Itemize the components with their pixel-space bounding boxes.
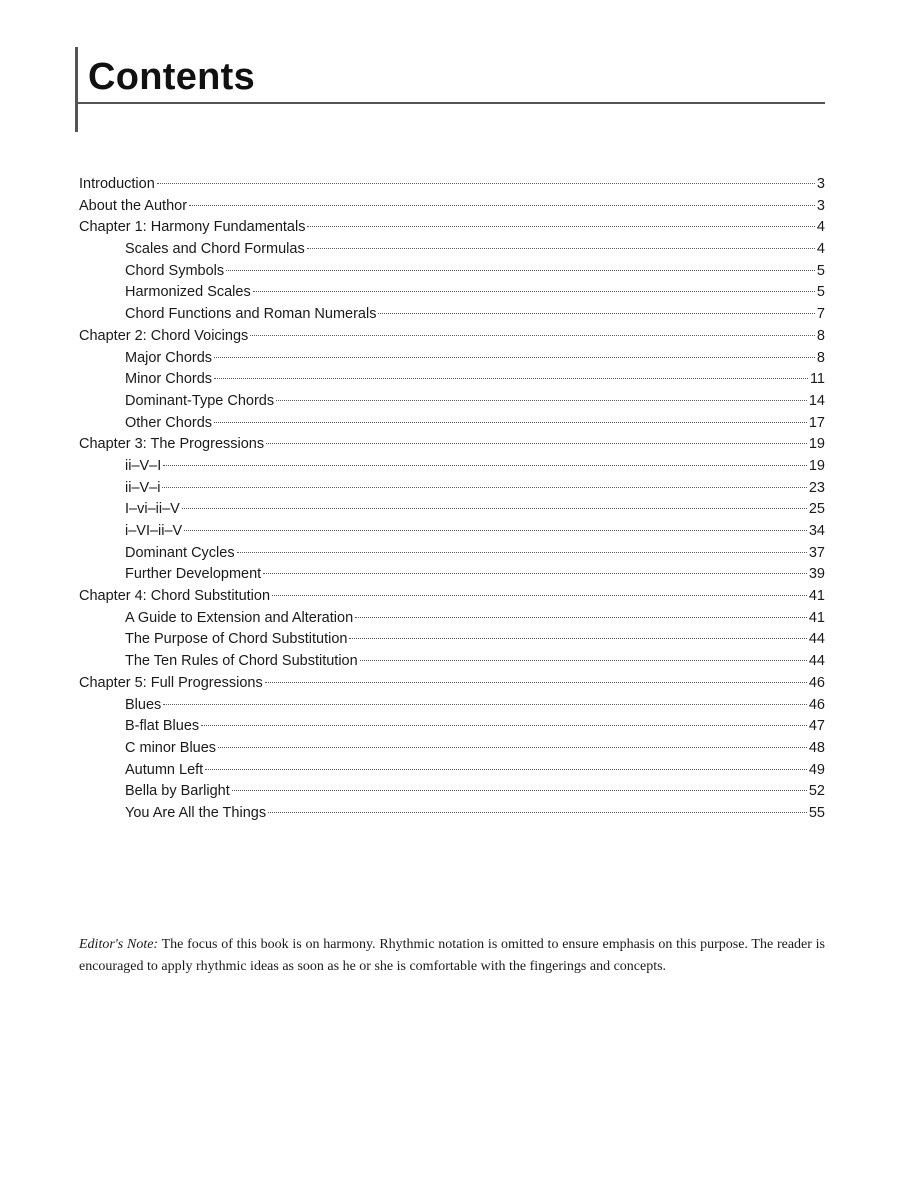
toc-entry-title: Further Development [125, 566, 262, 583]
toc-entry-title: Chapter 2: Chord Voicings [79, 327, 249, 344]
toc-entry-title: About the Author [79, 197, 188, 214]
toc-entry-title: Autumn Left [125, 761, 204, 778]
toc-entry-section[interactable] [79, 803, 825, 825]
toc-entry-page-number: 44 [808, 631, 825, 648]
toc-entry-page-number: 4 [816, 241, 825, 258]
toc-entry-section[interactable] [79, 391, 825, 413]
dot-leader [307, 226, 814, 227]
page-title: Contents [88, 56, 256, 98]
toc-entry-title: A Guide to Extension and Alteration [125, 609, 354, 626]
toc-entry-page-number: 46 [808, 674, 825, 691]
dot-leader [214, 357, 815, 358]
toc-entry-section[interactable] [79, 738, 825, 760]
dot-leader [205, 769, 807, 770]
dot-leader [272, 595, 807, 596]
editor-note-label: Editor's Note: [79, 937, 159, 952]
toc-entry-chapter[interactable] [79, 434, 825, 456]
toc-entry-section[interactable] [79, 413, 825, 435]
toc-entry-section[interactable] [79, 521, 825, 543]
toc-entry-page-number: 14 [808, 392, 825, 409]
dot-leader [218, 747, 807, 748]
toc-entry-page-number: 8 [816, 349, 825, 366]
toc-entry-title: C minor Blues [125, 739, 217, 756]
toc-entry-section[interactable] [79, 651, 825, 673]
toc-entry-page-number: 41 [808, 609, 825, 626]
dot-leader [162, 487, 806, 488]
toc-entry-section[interactable] [79, 499, 825, 521]
toc-entry-title: Introduction [79, 176, 155, 192]
toc-entry-page-number: 48 [808, 739, 825, 756]
toc-entry-page-number: 46 [808, 696, 825, 713]
toc-entry-section[interactable] [79, 629, 825, 651]
toc-entry-title: Chapter 5: Full Progressions [79, 674, 263, 691]
dot-leader [163, 465, 807, 466]
editor-note-text: The focus of this book is on harmony. Rhythmic notation is omitted to ensure emphasis on this purpose. The reader is encouraged to apply rhythmic ideas as soon as he or she is comfortable with the fingerings and concepts. [79, 937, 825, 974]
dot-leader [355, 617, 807, 618]
toc-entry-page-number: 37 [808, 544, 825, 561]
toc-entry-page-number: 19 [808, 457, 825, 474]
toc-entry-title: Minor Chords [125, 371, 213, 388]
toc-entry-title: Scales and Chord Formulas [125, 241, 305, 258]
toc-entry-title: i–VI–ii–V [125, 523, 183, 539]
dot-leader [163, 704, 807, 705]
toc-entry-section[interactable] [79, 304, 825, 326]
toc-entry-section[interactable] [79, 348, 825, 370]
dot-leader [253, 291, 815, 292]
dot-leader [250, 335, 815, 336]
toc-entry-title: You Are All the Things [125, 804, 267, 821]
dot-leader [184, 530, 807, 531]
toc-entry-section[interactable] [79, 716, 825, 738]
toc-entry-title: Dominant Cycles [125, 544, 235, 561]
toc-entry-title: I–vi–ii–V [125, 501, 180, 518]
toc-entry-page-number: 7 [816, 306, 825, 323]
dot-leader [360, 660, 807, 661]
toc-entry-title: Blues [125, 696, 162, 713]
dot-leader [182, 508, 807, 509]
toc-entry-page-number: 3 [816, 176, 825, 192]
toc-entry-page-number: 8 [816, 327, 825, 344]
toc-entry-section[interactable] [79, 760, 825, 782]
toc-entry-page-number: 5 [816, 262, 825, 279]
dot-leader [266, 443, 807, 444]
toc-entry-page-number: 5 [816, 284, 825, 301]
toc-entry-title: Chapter 1: Harmony Fundamentals [79, 219, 306, 236]
toc-entry-section[interactable] [79, 608, 825, 630]
toc-entry-page-number: 19 [808, 436, 825, 453]
toc-entry-section[interactable] [79, 282, 825, 304]
toc-entry-page-number: 47 [808, 718, 825, 735]
dot-leader [214, 422, 807, 423]
toc-entry-chapter[interactable] [79, 326, 825, 348]
toc-entry-section[interactable] [79, 239, 825, 261]
toc-entry-page-number: 25 [808, 501, 825, 518]
toc-entry-page-number: 52 [808, 783, 825, 800]
header-horizontal-rule [75, 102, 825, 104]
toc-entry-section[interactable] [79, 369, 825, 391]
dot-leader [214, 378, 808, 379]
dot-leader [378, 313, 814, 314]
toc-entry-section[interactable] [79, 695, 825, 717]
dot-leader [268, 812, 807, 813]
toc-entry-page-number: 55 [808, 804, 825, 821]
toc-entry-title: Chapter 4: Chord Substitution [79, 588, 271, 605]
toc-entry-title: ii–V–i [125, 479, 161, 496]
toc-entry-page-number: 34 [808, 523, 825, 539]
dot-leader [237, 552, 807, 553]
toc-entry-chapter[interactable] [79, 673, 825, 695]
toc-entry-title: The Purpose of Chord Substitution [125, 631, 348, 648]
dot-leader [265, 682, 807, 683]
toc-entry-section[interactable] [79, 564, 825, 586]
toc-entry-title: Other Chords [125, 414, 213, 431]
toc-entry-page-number: 23 [808, 479, 825, 496]
editor-note [79, 934, 825, 977]
toc-entry-section[interactable] [79, 543, 825, 565]
dot-leader [189, 205, 815, 206]
toc-entry-title: Harmonized Scales [125, 284, 251, 301]
toc-entry-page-number: 49 [808, 761, 825, 778]
toc-entry-page-number: 3 [816, 197, 825, 214]
dot-leader [201, 725, 807, 726]
toc-entry-title: Chord Functions and Roman Numerals [125, 306, 377, 323]
toc-entry-chapter[interactable] [79, 196, 825, 218]
toc-entry-title: Chord Symbols [125, 262, 225, 279]
dot-leader [232, 790, 807, 791]
toc-entry-section[interactable] [79, 781, 825, 803]
toc-entry-page-number: 11 [809, 371, 825, 388]
toc-entry-title: Bella by Barlight [125, 783, 230, 800]
toc-entry-section[interactable] [79, 456, 825, 478]
toc-entry-title: ii–V–I [125, 457, 162, 474]
dot-leader [307, 248, 815, 249]
toc-entry-title: Chapter 3: The Progressions [79, 436, 265, 453]
header-vertical-rule [75, 47, 78, 132]
toc-entry-chapter[interactable] [79, 217, 825, 239]
toc-entry-section[interactable] [79, 261, 825, 283]
toc-entry-chapter[interactable] [79, 586, 825, 608]
dot-leader [157, 183, 815, 184]
dot-leader [276, 400, 807, 401]
toc-entry-page-number: 41 [808, 588, 825, 605]
toc-entry-section[interactable] [79, 478, 825, 500]
dot-leader [226, 270, 815, 271]
table-of-contents [79, 174, 825, 825]
toc-entry-page-number: 39 [808, 566, 825, 583]
toc-entry-title: Major Chords [125, 349, 213, 366]
toc-entry-chapter[interactable] [79, 174, 825, 196]
toc-entry-title: Dominant-Type Chords [125, 392, 275, 409]
toc-entry-title: The Ten Rules of Chord Substitution [125, 653, 358, 670]
toc-entry-page-number: 4 [816, 219, 825, 236]
dot-leader [263, 573, 807, 574]
dot-leader [349, 638, 806, 639]
toc-entry-title: B-flat Blues [125, 718, 200, 735]
toc-entry-page-number: 17 [808, 414, 825, 431]
toc-entry-page-number: 44 [808, 653, 825, 670]
